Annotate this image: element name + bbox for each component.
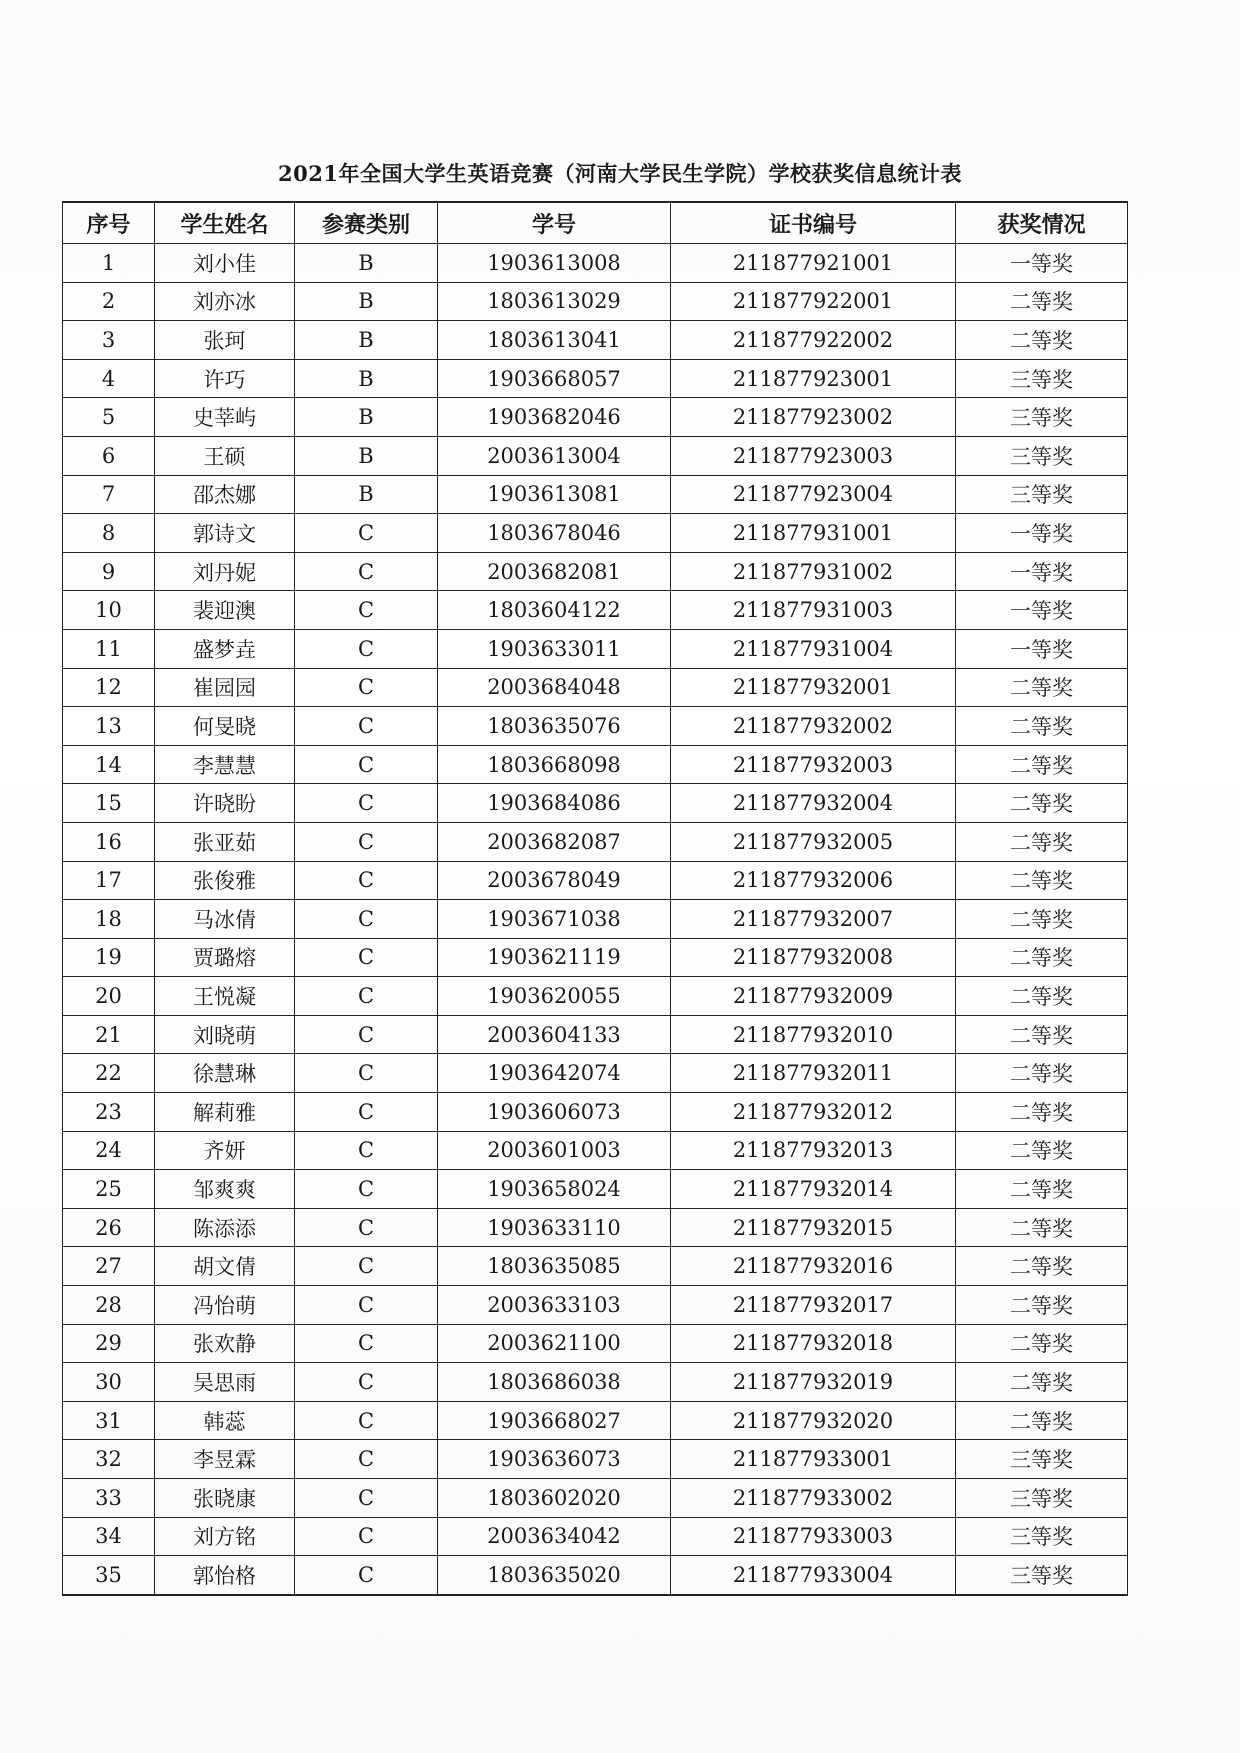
student-name: 王悦凝 [155, 977, 295, 1016]
table-row [63, 1324, 1128, 1363]
award-level: 一等奖 [956, 629, 1128, 668]
student-id: 1803635020 [438, 1556, 671, 1595]
category: C [295, 822, 438, 861]
table-row [63, 321, 1128, 360]
header-row [63, 202, 1128, 244]
certificate-no: 211877923002 [671, 398, 956, 437]
student-id: 1903642074 [438, 1054, 671, 1093]
category: C [295, 1556, 438, 1595]
award-level: 三等奖 [956, 1517, 1128, 1556]
table-row [63, 745, 1128, 784]
row-index: 18 [63, 900, 155, 939]
category: C [295, 977, 438, 1016]
award-level: 二等奖 [956, 745, 1128, 784]
award-level: 二等奖 [956, 1401, 1128, 1440]
student-name: 马冰倩 [155, 900, 295, 939]
table-row [63, 668, 1128, 707]
award-table [62, 201, 1128, 1596]
category: C [295, 629, 438, 668]
student-name: 徐慧琳 [155, 1054, 295, 1093]
student-id: 2003682081 [438, 552, 671, 591]
row-index: 26 [63, 1208, 155, 1247]
row-index: 32 [63, 1440, 155, 1479]
category: C [295, 1131, 438, 1170]
certificate-no: 211877923001 [671, 359, 956, 398]
row-index: 14 [63, 745, 155, 784]
row-index: 5 [63, 398, 155, 437]
student-name: 李昱霖 [155, 1440, 295, 1479]
certificate-no: 211877933001 [671, 1440, 956, 1479]
award-level: 三等奖 [956, 475, 1128, 514]
table-body [63, 244, 1128, 1595]
student-name: 邹爽爽 [155, 1170, 295, 1209]
category: B [295, 436, 438, 475]
award-level: 二等奖 [956, 1324, 1128, 1363]
certificate-no: 211877923004 [671, 475, 956, 514]
student-id: 1903620055 [438, 977, 671, 1016]
student-name: 张亚茹 [155, 822, 295, 861]
row-index: 35 [63, 1556, 155, 1595]
award-level: 二等奖 [956, 1363, 1128, 1402]
student-name: 胡文倩 [155, 1247, 295, 1286]
student-id: 1903621119 [438, 938, 671, 977]
table-row [63, 861, 1128, 900]
student-id: 1903633011 [438, 629, 671, 668]
category: C [295, 1247, 438, 1286]
header-student-id: 学号 [438, 202, 671, 244]
student-name: 刘晓萌 [155, 1015, 295, 1054]
table-row [63, 1208, 1128, 1247]
row-index: 19 [63, 938, 155, 977]
category: C [295, 861, 438, 900]
award-level: 三等奖 [956, 1479, 1128, 1518]
category: C [295, 1054, 438, 1093]
category: C [295, 1479, 438, 1518]
certificate-no: 211877931004 [671, 629, 956, 668]
award-level: 一等奖 [956, 591, 1128, 630]
table-row [63, 591, 1128, 630]
table-row [63, 784, 1128, 823]
student-name: 史莘屿 [155, 398, 295, 437]
award-level: 二等奖 [956, 1247, 1128, 1286]
certificate-no: 211877932006 [671, 861, 956, 900]
row-index: 34 [63, 1517, 155, 1556]
table-row [63, 398, 1128, 437]
category: B [295, 321, 438, 360]
row-index: 17 [63, 861, 155, 900]
student-id: 1903606073 [438, 1093, 671, 1132]
student-id: 1903613008 [438, 244, 671, 283]
student-name: 陈添添 [155, 1208, 295, 1247]
table-row [63, 938, 1128, 977]
row-index: 33 [63, 1479, 155, 1518]
student-id: 1903682046 [438, 398, 671, 437]
row-index: 12 [63, 668, 155, 707]
header-student-name: 学生姓名 [155, 202, 295, 244]
category: C [295, 784, 438, 823]
student-name: 吴思雨 [155, 1363, 295, 1402]
award-level: 二等奖 [956, 900, 1128, 939]
student-name: 张晓康 [155, 1479, 295, 1518]
row-index: 23 [63, 1093, 155, 1132]
category: C [295, 707, 438, 746]
table-row [63, 1286, 1128, 1325]
table-row [63, 822, 1128, 861]
table-row [63, 900, 1128, 939]
certificate-no: 211877932011 [671, 1054, 956, 1093]
student-id: 1803678046 [438, 514, 671, 553]
certificate-no: 211877932012 [671, 1093, 956, 1132]
row-index: 30 [63, 1363, 155, 1402]
award-level: 二等奖 [956, 1208, 1128, 1247]
student-name: 郭怡格 [155, 1556, 295, 1595]
student-id: 2003634042 [438, 1517, 671, 1556]
row-index: 7 [63, 475, 155, 514]
table-row [63, 1054, 1128, 1093]
category: B [295, 359, 438, 398]
row-index: 3 [63, 321, 155, 360]
student-name: 解莉雅 [155, 1093, 295, 1132]
certificate-no: 211877922002 [671, 321, 956, 360]
student-name: 刘亦冰 [155, 282, 295, 321]
award-level: 二等奖 [956, 938, 1128, 977]
certificate-no: 211877933003 [671, 1517, 956, 1556]
row-index: 27 [63, 1247, 155, 1286]
table-row [63, 514, 1128, 553]
student-name: 崔园园 [155, 668, 295, 707]
student-id: 1803635085 [438, 1247, 671, 1286]
table-row [63, 977, 1128, 1016]
row-index: 6 [63, 436, 155, 475]
certificate-no: 211877932005 [671, 822, 956, 861]
award-level: 二等奖 [956, 784, 1128, 823]
student-name: 郭诗文 [155, 514, 295, 553]
student-name: 贾璐熔 [155, 938, 295, 977]
student-id: 2003604133 [438, 1015, 671, 1054]
header-index: 序号 [63, 202, 155, 244]
certificate-no: 211877932013 [671, 1131, 956, 1170]
award-level: 二等奖 [956, 1286, 1128, 1325]
student-name: 许巧 [155, 359, 295, 398]
student-id: 1903671038 [438, 900, 671, 939]
student-name: 张俊雅 [155, 861, 295, 900]
row-index: 24 [63, 1131, 155, 1170]
row-index: 16 [63, 822, 155, 861]
certificate-no: 211877932007 [671, 900, 956, 939]
table-row [63, 1517, 1128, 1556]
row-index: 20 [63, 977, 155, 1016]
certificate-no: 211877932008 [671, 938, 956, 977]
certificate-no: 211877932018 [671, 1324, 956, 1363]
row-index: 22 [63, 1054, 155, 1093]
student-id: 2003621100 [438, 1324, 671, 1363]
table-row [63, 707, 1128, 746]
student-id: 1903668057 [438, 359, 671, 398]
award-level: 二等奖 [956, 282, 1128, 321]
certificate-no: 211877921001 [671, 244, 956, 283]
student-id: 2003633103 [438, 1286, 671, 1325]
certificate-no: 211877932019 [671, 1363, 956, 1402]
student-id: 1803635076 [438, 707, 671, 746]
category: C [295, 1286, 438, 1325]
row-index: 4 [63, 359, 155, 398]
award-level: 二等奖 [956, 668, 1128, 707]
header-certificate-no: 证书编号 [671, 202, 956, 244]
row-index: 2 [63, 282, 155, 321]
header-category: 参赛类别 [295, 202, 438, 244]
student-id: 1903613081 [438, 475, 671, 514]
award-level: 二等奖 [956, 321, 1128, 360]
student-id: 1803668098 [438, 745, 671, 784]
student-id: 1903636073 [438, 1440, 671, 1479]
certificate-no: 211877932015 [671, 1208, 956, 1247]
student-name: 刘方铭 [155, 1517, 295, 1556]
table-row [63, 282, 1128, 321]
award-level: 三等奖 [956, 1556, 1128, 1595]
table-row [63, 1015, 1128, 1054]
document-title: 2021年全国大学生英语竞赛（河南大学民生学院）学校获奖信息统计表 [278, 161, 962, 186]
award-level: 三等奖 [956, 1440, 1128, 1479]
certificate-no: 211877931002 [671, 552, 956, 591]
certificate-no: 211877932016 [671, 1247, 956, 1286]
table-row [63, 244, 1128, 283]
category: B [295, 398, 438, 437]
student-id: 1803613029 [438, 282, 671, 321]
award-level: 二等奖 [956, 977, 1128, 1016]
certificate-no: 211877932009 [671, 977, 956, 1016]
student-id: 2003601003 [438, 1131, 671, 1170]
row-index: 29 [63, 1324, 155, 1363]
student-id: 1803613041 [438, 321, 671, 360]
certificate-no: 211877932017 [671, 1286, 956, 1325]
row-index: 11 [63, 629, 155, 668]
category: B [295, 244, 438, 283]
category: C [295, 514, 438, 553]
student-name: 张欢静 [155, 1324, 295, 1363]
category: C [295, 1363, 438, 1402]
student-name: 邵杰娜 [155, 475, 295, 514]
award-level: 三等奖 [956, 359, 1128, 398]
row-index: 9 [63, 552, 155, 591]
table-row [63, 1556, 1128, 1595]
category: C [295, 745, 438, 784]
category: C [295, 1440, 438, 1479]
category: B [295, 282, 438, 321]
award-level: 三等奖 [956, 398, 1128, 437]
category: C [295, 591, 438, 630]
row-index: 21 [63, 1015, 155, 1054]
student-name: 何旻晓 [155, 707, 295, 746]
student-name: 刘小佳 [155, 244, 295, 283]
certificate-no: 211877923003 [671, 436, 956, 475]
table-header [63, 202, 1128, 244]
row-index: 28 [63, 1286, 155, 1325]
table-row [63, 359, 1128, 398]
student-name: 韩蕊 [155, 1401, 295, 1440]
student-id: 1803602020 [438, 1479, 671, 1518]
category: C [295, 1208, 438, 1247]
table-row [63, 436, 1128, 475]
student-name: 王硕 [155, 436, 295, 475]
student-name: 齐妍 [155, 1131, 295, 1170]
certificate-no: 211877932020 [671, 1401, 956, 1440]
award-level: 二等奖 [956, 1015, 1128, 1054]
category: C [295, 1170, 438, 1209]
row-index: 31 [63, 1401, 155, 1440]
award-level: 二等奖 [956, 707, 1128, 746]
award-level: 二等奖 [956, 861, 1128, 900]
award-level: 二等奖 [956, 1131, 1128, 1170]
certificate-no: 211877932003 [671, 745, 956, 784]
category: C [295, 1093, 438, 1132]
table-row [63, 1479, 1128, 1518]
student-id: 2003678049 [438, 861, 671, 900]
category: C [295, 1324, 438, 1363]
student-name: 盛梦垚 [155, 629, 295, 668]
row-index: 8 [63, 514, 155, 553]
certificate-no: 211877933004 [671, 1556, 956, 1595]
table-row [63, 1093, 1128, 1132]
certificate-no: 211877922001 [671, 282, 956, 321]
category: C [295, 668, 438, 707]
award-level: 一等奖 [956, 244, 1128, 283]
student-id: 1903658024 [438, 1170, 671, 1209]
student-name: 李慧慧 [155, 745, 295, 784]
student-name: 裴迎澳 [155, 591, 295, 630]
student-id: 1903668027 [438, 1401, 671, 1440]
student-id: 1803686038 [438, 1363, 671, 1402]
certificate-no: 211877933002 [671, 1479, 956, 1518]
row-index: 1 [63, 244, 155, 283]
table-row [63, 475, 1128, 514]
student-name: 许晓盼 [155, 784, 295, 823]
student-id: 1903633110 [438, 1208, 671, 1247]
category: C [295, 900, 438, 939]
table-row [63, 1401, 1128, 1440]
table-row [63, 1440, 1128, 1479]
award-level: 一等奖 [956, 514, 1128, 553]
student-name: 张珂 [155, 321, 295, 360]
certificate-no: 211877931003 [671, 591, 956, 630]
certificate-no: 211877931001 [671, 514, 956, 553]
table-row [63, 1363, 1128, 1402]
certificate-no: 211877932001 [671, 668, 956, 707]
row-index: 25 [63, 1170, 155, 1209]
category: C [295, 938, 438, 977]
category: C [295, 1517, 438, 1556]
certificate-no: 211877932014 [671, 1170, 956, 1209]
award-level: 一等奖 [956, 552, 1128, 591]
header-award: 获奖情况 [956, 202, 1128, 244]
student-id: 1903684086 [438, 784, 671, 823]
certificate-no: 211877932010 [671, 1015, 956, 1054]
student-name: 刘丹妮 [155, 552, 295, 591]
student-id: 2003613004 [438, 436, 671, 475]
certificate-no: 211877932004 [671, 784, 956, 823]
table-row [63, 1170, 1128, 1209]
category: C [295, 1401, 438, 1440]
award-level: 二等奖 [956, 1093, 1128, 1132]
award-level: 二等奖 [956, 1170, 1128, 1209]
student-id: 1803604122 [438, 591, 671, 630]
category: B [295, 475, 438, 514]
student-id: 2003682087 [438, 822, 671, 861]
category: C [295, 552, 438, 591]
student-id: 2003684048 [438, 668, 671, 707]
student-name: 冯怡萌 [155, 1286, 295, 1325]
row-index: 10 [63, 591, 155, 630]
table-row [63, 1247, 1128, 1286]
award-level: 二等奖 [956, 822, 1128, 861]
table-row [63, 1131, 1128, 1170]
award-level: 三等奖 [956, 436, 1128, 475]
certificate-no: 211877932002 [671, 707, 956, 746]
row-index: 15 [63, 784, 155, 823]
row-index: 13 [63, 707, 155, 746]
award-level: 二等奖 [956, 1054, 1128, 1093]
table-row [63, 552, 1128, 591]
category: C [295, 1015, 438, 1054]
table-row [63, 629, 1128, 668]
